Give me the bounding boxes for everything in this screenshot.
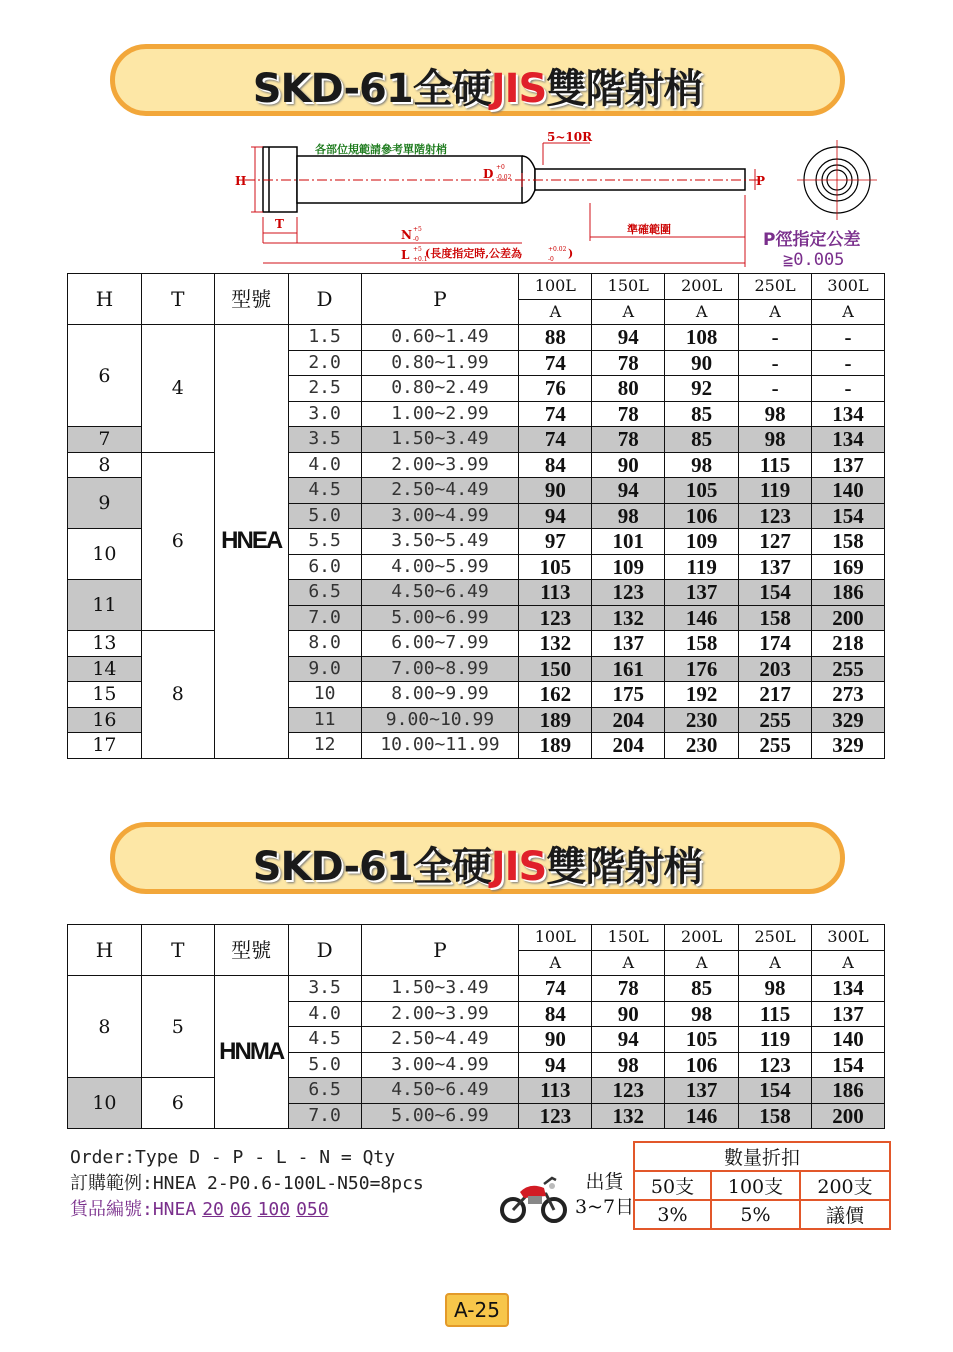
header-length: 150L (592, 925, 665, 951)
svg-text:+5: +5 (413, 246, 422, 253)
header-length: 200L (665, 274, 739, 300)
cell-price: 137 (812, 452, 885, 478)
svg-text:-0.02: -0.02 (496, 174, 512, 181)
cell-p: 1.50~3.49 (361, 976, 519, 1002)
table-row (68, 1078, 885, 1104)
cell-price: 230 (665, 707, 739, 733)
section-title-2: SKD-61全硬JIS雙階射梢 (252, 844, 703, 890)
cell-price: 74 (519, 350, 592, 376)
header-model: 型號 (214, 925, 288, 976)
cell-price: 127 (739, 529, 812, 555)
cell-price: 94 (519, 503, 592, 529)
header-length: 100L (519, 925, 592, 951)
cell-h: 17 (68, 733, 142, 759)
cell-p: 5.00~6.99 (361, 605, 519, 631)
cell-p: 0.60~1.49 (361, 325, 519, 351)
header-t: T (141, 274, 214, 325)
order-info (70, 1145, 424, 1223)
cell-price: 137 (739, 554, 812, 580)
d-label: D (483, 167, 494, 181)
header-sub: A (665, 299, 739, 325)
cell-p: 1.50~3.49 (361, 427, 519, 453)
cell-price: 90 (592, 1001, 665, 1027)
cell-price: 329 (812, 707, 885, 733)
cell-d: 9.0 (288, 656, 361, 682)
cell-d: 11 (288, 707, 361, 733)
page-title: SKD-61全硬JIS雙階射梢 (252, 66, 703, 112)
svg-text:+0.02: +0.02 (548, 246, 567, 253)
cell-h: 10 (68, 1078, 142, 1129)
discount-qty: 200支 (800, 1171, 890, 1200)
cell-t: 6 (141, 1078, 214, 1129)
cell-price: 90 (519, 478, 592, 504)
cell-price: 98 (592, 503, 665, 529)
cell-price: 106 (665, 1052, 739, 1078)
cell-p: 2.50~4.49 (361, 1027, 519, 1053)
shipping-time: 出貨 3~7日 (575, 1171, 635, 1218)
cell-price: 162 (519, 682, 592, 708)
cell-d: 8.0 (288, 631, 361, 657)
cell-price: 113 (519, 580, 592, 606)
cell-p: 2.00~3.99 (361, 1001, 519, 1027)
cell-t: 6 (141, 452, 214, 631)
cell-d: 7.0 (288, 1103, 361, 1129)
cell-price: 132 (519, 631, 592, 657)
header-sub: A (739, 299, 812, 325)
cell-price: 97 (519, 529, 592, 555)
header-length: 300L (812, 925, 885, 951)
cell-price: 174 (739, 631, 812, 657)
cell-price: 189 (519, 707, 592, 733)
cell-price: 78 (592, 427, 665, 453)
discount-rate: 議價 (800, 1200, 890, 1229)
cell-h: 15 (68, 682, 142, 708)
quantity-discount-table (633, 1141, 891, 1230)
cell-d: 10 (288, 682, 361, 708)
cell-price: 78 (592, 401, 665, 427)
cell-price: 98 (665, 1001, 739, 1027)
cell-h: 7 (68, 427, 142, 453)
cell-price: 98 (739, 976, 812, 1002)
cell-price: 105 (665, 1027, 739, 1053)
precision-label: 準確範圍 (627, 223, 671, 236)
cell-price: 150 (519, 656, 592, 682)
discount-title: 數量折扣 (634, 1142, 890, 1171)
header-t: T (141, 925, 214, 976)
header-length: 300L (812, 274, 885, 300)
cell-price: 90 (519, 1027, 592, 1053)
cell-p: 2.50~4.49 (361, 478, 519, 504)
header-sub: A (592, 950, 665, 976)
header-d: D (288, 925, 361, 976)
cell-price: 200 (812, 1103, 885, 1129)
cell-p: 6.00~7.99 (361, 631, 519, 657)
cell-price: 90 (665, 350, 739, 376)
cell-price: - (812, 350, 885, 376)
discount-qty: 50支 (634, 1171, 711, 1200)
cell-price: 108 (665, 325, 739, 351)
cell-price: 85 (665, 976, 739, 1002)
item-code: 貨品編號:HNEA 20 06 100 050 (70, 1199, 329, 1220)
cell-p: 3.00~4.99 (361, 503, 519, 529)
cell-h: 6 (68, 325, 142, 427)
cell-price: 140 (812, 1027, 885, 1053)
cell-h: 14 (68, 656, 142, 682)
cell-price: 140 (812, 478, 885, 504)
cell-model: HNMA (214, 976, 288, 1129)
cell-d: 5.5 (288, 529, 361, 555)
motorcycle-icon (500, 1166, 568, 1224)
cell-price: 203 (739, 656, 812, 682)
cell-d: 3.5 (288, 976, 361, 1002)
cell-price: - (739, 376, 812, 402)
header-sub: A (592, 299, 665, 325)
cell-price: 175 (592, 682, 665, 708)
cell-price: 329 (812, 733, 885, 759)
cell-price: - (739, 325, 812, 351)
cell-price: 200 (812, 605, 885, 631)
cell-price: 176 (665, 656, 739, 682)
cell-d: 3.5 (288, 427, 361, 453)
discount-rate: 3% (634, 1200, 711, 1229)
cell-t: 4 (141, 325, 214, 453)
cell-price: 137 (665, 1078, 739, 1104)
table-row (68, 976, 885, 1002)
diagram-note: 各部位規範請參考單階射梢 (315, 143, 447, 156)
header-p: P (361, 925, 519, 976)
cell-price: 98 (592, 1052, 665, 1078)
end-view (797, 140, 877, 220)
cell-d: 6.5 (288, 580, 361, 606)
cell-price: 90 (592, 452, 665, 478)
header-length: 100L (519, 274, 592, 300)
cell-price: 105 (665, 478, 739, 504)
header-d: D (288, 274, 361, 325)
p-label: P (756, 174, 766, 188)
cell-price: 94 (592, 1027, 665, 1053)
discount-rate: 5% (711, 1200, 800, 1229)
cell-price: 154 (739, 580, 812, 606)
header-sub: A (812, 299, 885, 325)
cell-p: 2.00~3.99 (361, 452, 519, 478)
cell-price: 273 (812, 682, 885, 708)
cell-price: - (739, 350, 812, 376)
cell-price: 109 (665, 529, 739, 555)
cell-p: 3.50~5.49 (361, 529, 519, 555)
cell-h: 10 (68, 529, 142, 580)
cell-p: 3.00~4.99 (361, 1052, 519, 1078)
cell-d: 4.0 (288, 1001, 361, 1027)
cell-price: 255 (812, 656, 885, 682)
cell-price: 80 (592, 376, 665, 402)
radius-label: 5~10R (547, 130, 593, 144)
cell-price: 218 (812, 631, 885, 657)
cell-price: 146 (665, 605, 739, 631)
cell-price: 132 (592, 605, 665, 631)
table-row (68, 325, 885, 351)
cell-price: 137 (812, 1001, 885, 1027)
svg-text:-0: -0 (413, 236, 419, 243)
spec-table-hnea (67, 273, 885, 759)
cell-price: 169 (812, 554, 885, 580)
cell-price: 106 (665, 503, 739, 529)
n-label: N (401, 228, 412, 242)
cell-d: 6.0 (288, 554, 361, 580)
length-note: (長度指定時,公差為 (425, 247, 523, 260)
cell-price: 76 (519, 376, 592, 402)
cell-price: 94 (592, 478, 665, 504)
cell-price: 98 (739, 401, 812, 427)
cell-price: 154 (812, 1052, 885, 1078)
cell-d: 6.5 (288, 1078, 361, 1104)
cell-d: 2.5 (288, 376, 361, 402)
header-h: H (68, 274, 142, 325)
l-label: L (401, 248, 410, 262)
cell-price: 94 (519, 1052, 592, 1078)
cell-price: 123 (519, 1103, 592, 1129)
cell-price: 105 (519, 554, 592, 580)
cell-price: 115 (739, 1001, 812, 1027)
table-row (68, 631, 885, 657)
cell-price: 101 (592, 529, 665, 555)
cell-price: 189 (519, 733, 592, 759)
cell-price: 204 (592, 707, 665, 733)
cell-price: 84 (519, 452, 592, 478)
cell-p: 1.00~2.99 (361, 401, 519, 427)
spec-table-hnma (67, 924, 885, 1129)
h-label: H (235, 174, 247, 188)
header-length: 250L (739, 274, 812, 300)
header-sub: A (739, 950, 812, 976)
cell-price: 217 (739, 682, 812, 708)
cell-p: 4.00~5.99 (361, 554, 519, 580)
cell-price: 94 (592, 325, 665, 351)
cell-price: 98 (665, 452, 739, 478)
cell-p: 4.50~6.49 (361, 1078, 519, 1104)
cell-price: 255 (739, 707, 812, 733)
cell-price: 85 (665, 401, 739, 427)
cell-price: 255 (739, 733, 812, 759)
p-tolerance-line2: ≧0.005 (783, 250, 845, 270)
cell-price: 154 (739, 1078, 812, 1104)
cell-p: 10.00~11.99 (361, 733, 519, 759)
cell-price: 84 (519, 1001, 592, 1027)
cell-price: 137 (592, 631, 665, 657)
header-length: 250L (739, 925, 812, 951)
cell-model: HNEA (214, 325, 288, 759)
cell-p: 4.50~6.49 (361, 580, 519, 606)
cell-price: 109 (592, 554, 665, 580)
header-h: H (68, 925, 142, 976)
cell-price: 85 (665, 427, 739, 453)
cell-price: 74 (519, 976, 592, 1002)
header-sub: A (812, 950, 885, 976)
cell-price: 158 (739, 605, 812, 631)
cell-t: 8 (141, 631, 214, 759)
pin-diagram (225, 125, 890, 275)
cell-p: 7.00~8.99 (361, 656, 519, 682)
cell-p: 0.80~1.99 (361, 350, 519, 376)
cell-h: 8 (68, 976, 142, 1078)
cell-price: 146 (665, 1103, 739, 1129)
cell-price: 119 (665, 554, 739, 580)
t-label: T (275, 217, 284, 231)
header-p: P (361, 274, 519, 325)
header-model: 型號 (214, 274, 288, 325)
cell-price: 186 (812, 1078, 885, 1104)
cell-d: 3.0 (288, 401, 361, 427)
cell-price: 78 (592, 350, 665, 376)
cell-price: 158 (665, 631, 739, 657)
header-sub: A (519, 950, 592, 976)
cell-d: 1.5 (288, 325, 361, 351)
cell-price: 74 (519, 427, 592, 453)
cell-h: 16 (68, 707, 142, 733)
cell-price: 123 (592, 1078, 665, 1104)
cell-price: 88 (519, 325, 592, 351)
cell-d: 5.0 (288, 1052, 361, 1078)
svg-text:-0: -0 (548, 256, 554, 263)
cell-d: 5.0 (288, 503, 361, 529)
cell-price: - (812, 376, 885, 402)
cell-d: 4.0 (288, 452, 361, 478)
cell-h: 9 (68, 478, 142, 529)
cell-price: 154 (812, 503, 885, 529)
cell-price: 119 (739, 478, 812, 504)
cell-d: 4.5 (288, 478, 361, 504)
cell-price: 137 (665, 580, 739, 606)
cell-h: 13 (68, 631, 142, 657)
cell-price: 186 (812, 580, 885, 606)
cell-price: 134 (812, 427, 885, 453)
cell-d: 7.0 (288, 605, 361, 631)
order-example: 訂購範例:HNEA 2-P0.6-100L-N50=8pcs (70, 1173, 424, 1194)
header-length: 150L (592, 274, 665, 300)
cell-d: 4.5 (288, 1027, 361, 1053)
cell-h: 8 (68, 452, 142, 478)
cell-price: 158 (739, 1103, 812, 1129)
cell-price: 113 (519, 1078, 592, 1104)
cell-price: 230 (665, 733, 739, 759)
cell-price: 161 (592, 656, 665, 682)
cell-price: 115 (739, 452, 812, 478)
header-length: 200L (665, 925, 739, 951)
discount-qty: 100支 (711, 1171, 800, 1200)
title-banner-1 (110, 44, 845, 116)
cell-price: 134 (812, 401, 885, 427)
cell-h: 11 (68, 580, 142, 631)
p-tolerance-line1: P徑指定公差 (763, 230, 861, 250)
cell-price: 74 (519, 401, 592, 427)
cell-price: 158 (812, 529, 885, 555)
cell-price: 134 (812, 976, 885, 1002)
svg-text:+5: +5 (413, 226, 422, 233)
cell-price: 78 (592, 976, 665, 1002)
cell-price: 132 (592, 1103, 665, 1129)
svg-text:): ) (568, 247, 574, 260)
cell-price: 119 (739, 1027, 812, 1053)
cell-price: - (812, 325, 885, 351)
cell-price: 192 (665, 682, 739, 708)
header-sub: A (519, 299, 592, 325)
cell-price: 98 (739, 427, 812, 453)
title-banner-2 (110, 822, 845, 894)
cell-d: 2.0 (288, 350, 361, 376)
cell-price: 123 (592, 580, 665, 606)
header-sub: A (665, 950, 739, 976)
cell-p: 0.80~2.49 (361, 376, 519, 402)
cell-t: 5 (141, 976, 214, 1078)
cell-price: 123 (739, 503, 812, 529)
cell-p: 9.00~10.99 (361, 707, 519, 733)
cell-p: 8.00~9.99 (361, 682, 519, 708)
cell-price: 204 (592, 733, 665, 759)
table-row (68, 452, 885, 478)
page-number: A-25 (445, 1293, 509, 1327)
order-format: Order:Type D - P - L - N = Qty (70, 1147, 396, 1168)
cell-p: 5.00~6.99 (361, 1103, 519, 1129)
cell-price: 123 (739, 1052, 812, 1078)
svg-text:+0.1: +0.1 (413, 256, 428, 263)
cell-d: 12 (288, 733, 361, 759)
svg-text:+0: +0 (496, 164, 505, 171)
cell-price: 92 (665, 376, 739, 402)
cell-price: 123 (519, 605, 592, 631)
